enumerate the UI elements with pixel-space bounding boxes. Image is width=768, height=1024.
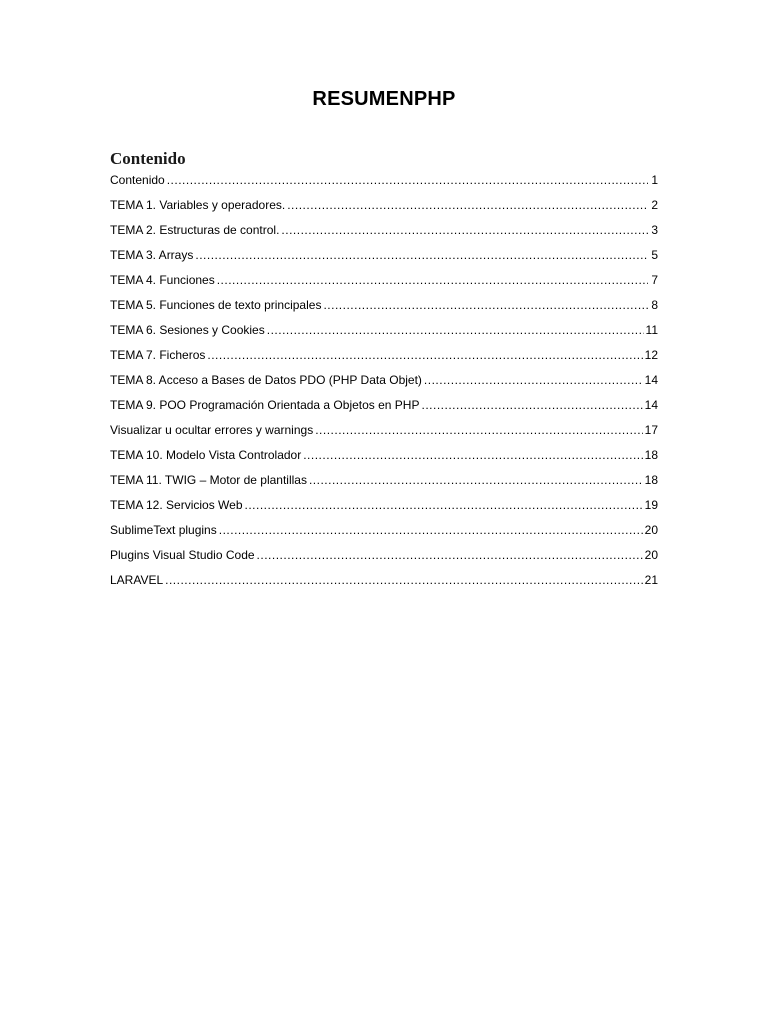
toc-entry-label: Contenido (110, 173, 165, 187)
toc-entry-page: 2 (651, 198, 658, 212)
toc-entry-page: 8 (651, 298, 658, 312)
toc-entry[interactable] (110, 522, 658, 547)
toc-entry-label: TEMA 5. Funciones de texto principales (110, 298, 322, 312)
toc-entry-label: TEMA 9. POO Programación Orientada a Objetos en PHP (110, 398, 420, 412)
toc-leader (167, 172, 648, 189)
toc-entry[interactable] (110, 472, 658, 497)
toc-entry-label: TEMA 6. Sesiones y Cookies (110, 323, 265, 337)
toc-entry-page: 19 (644, 498, 658, 512)
toc-entry[interactable] (110, 497, 658, 522)
toc-entry-label: TEMA 4. Funciones (110, 273, 215, 287)
toc-entry[interactable] (110, 347, 658, 372)
toc-entry-label: SublimeText plugins (110, 523, 217, 537)
toc-entry-page: 20 (644, 548, 658, 562)
toc-leader (195, 247, 648, 264)
toc-entry-page: 20 (644, 523, 658, 537)
toc-leader (315, 422, 642, 439)
toc-leader (309, 472, 643, 489)
toc-entry-page: 1 (651, 173, 658, 187)
toc-entry[interactable] (110, 397, 658, 422)
toc-entry-label: TEMA 8. Acceso a Bases de Datos PDO (PHP Data Objet) (110, 373, 422, 387)
toc-entry-page: 18 (644, 473, 658, 487)
toc-entry-label: Plugins Visual Studio Code (110, 548, 255, 562)
toc-leader (217, 272, 648, 289)
toc-entry-label: TEMA 12. Servicios Web (110, 498, 243, 512)
toc-entry-label: TEMA 2. Estructuras de control. (110, 223, 280, 237)
toc-entry-page: 21 (644, 573, 658, 587)
toc-leader (421, 397, 642, 414)
toc-entry-label: TEMA 7. Ficheros (110, 348, 206, 362)
toc-entry-page: 14 (644, 398, 658, 412)
toc-leader (219, 522, 643, 539)
toc-leader (323, 297, 648, 314)
toc-entry-label: LARAVEL (110, 573, 164, 587)
document-title: RESUMENPHP (312, 88, 456, 110)
toc-heading: Contenido (110, 149, 186, 168)
toc-entry[interactable] (110, 247, 658, 272)
toc-leader (207, 347, 642, 364)
toc-entry[interactable] (110, 272, 658, 297)
toc-leader (165, 572, 643, 589)
toc-entry-label: Visualizar u ocultar errores y warnings (110, 423, 314, 437)
toc-entry[interactable] (110, 322, 658, 347)
table-of-contents (110, 172, 658, 597)
toc-entry-page: 18 (644, 448, 658, 462)
toc-entry[interactable] (110, 297, 658, 322)
toc-leader (424, 372, 643, 389)
toc-leader (257, 547, 643, 564)
toc-entry-label: TEMA 3. Arrays (110, 248, 194, 262)
toc-entry-page: 11 (645, 323, 658, 337)
toc-entry[interactable] (110, 222, 658, 247)
toc-entry-page: 5 (651, 248, 658, 262)
toc-entry-page: 7 (651, 273, 658, 287)
toc-leader (267, 322, 644, 339)
toc-entry-page: 3 (651, 223, 658, 237)
toc-entry[interactable] (110, 172, 658, 197)
toc-entry[interactable] (110, 422, 658, 447)
toc-leader (303, 447, 642, 464)
toc-entry[interactable] (110, 372, 658, 397)
toc-entry-page: 12 (644, 348, 658, 362)
toc-entry-label: TEMA 11. TWIG – Motor de plantillas (110, 473, 307, 487)
toc-leader (281, 222, 648, 239)
toc-leader (287, 197, 648, 214)
toc-leader (245, 497, 643, 514)
toc-entry-label: TEMA 10. Modelo Vista Controlador (110, 448, 302, 462)
toc-entry-page: 17 (644, 423, 658, 437)
toc-entry-label: TEMA 1. Variables y operadores. (110, 198, 286, 212)
toc-entry[interactable] (110, 447, 658, 472)
toc-entry-page: 14 (644, 373, 658, 387)
toc-entry[interactable] (110, 572, 658, 597)
toc-entry[interactable] (110, 547, 658, 572)
toc-entry[interactable] (110, 197, 658, 222)
